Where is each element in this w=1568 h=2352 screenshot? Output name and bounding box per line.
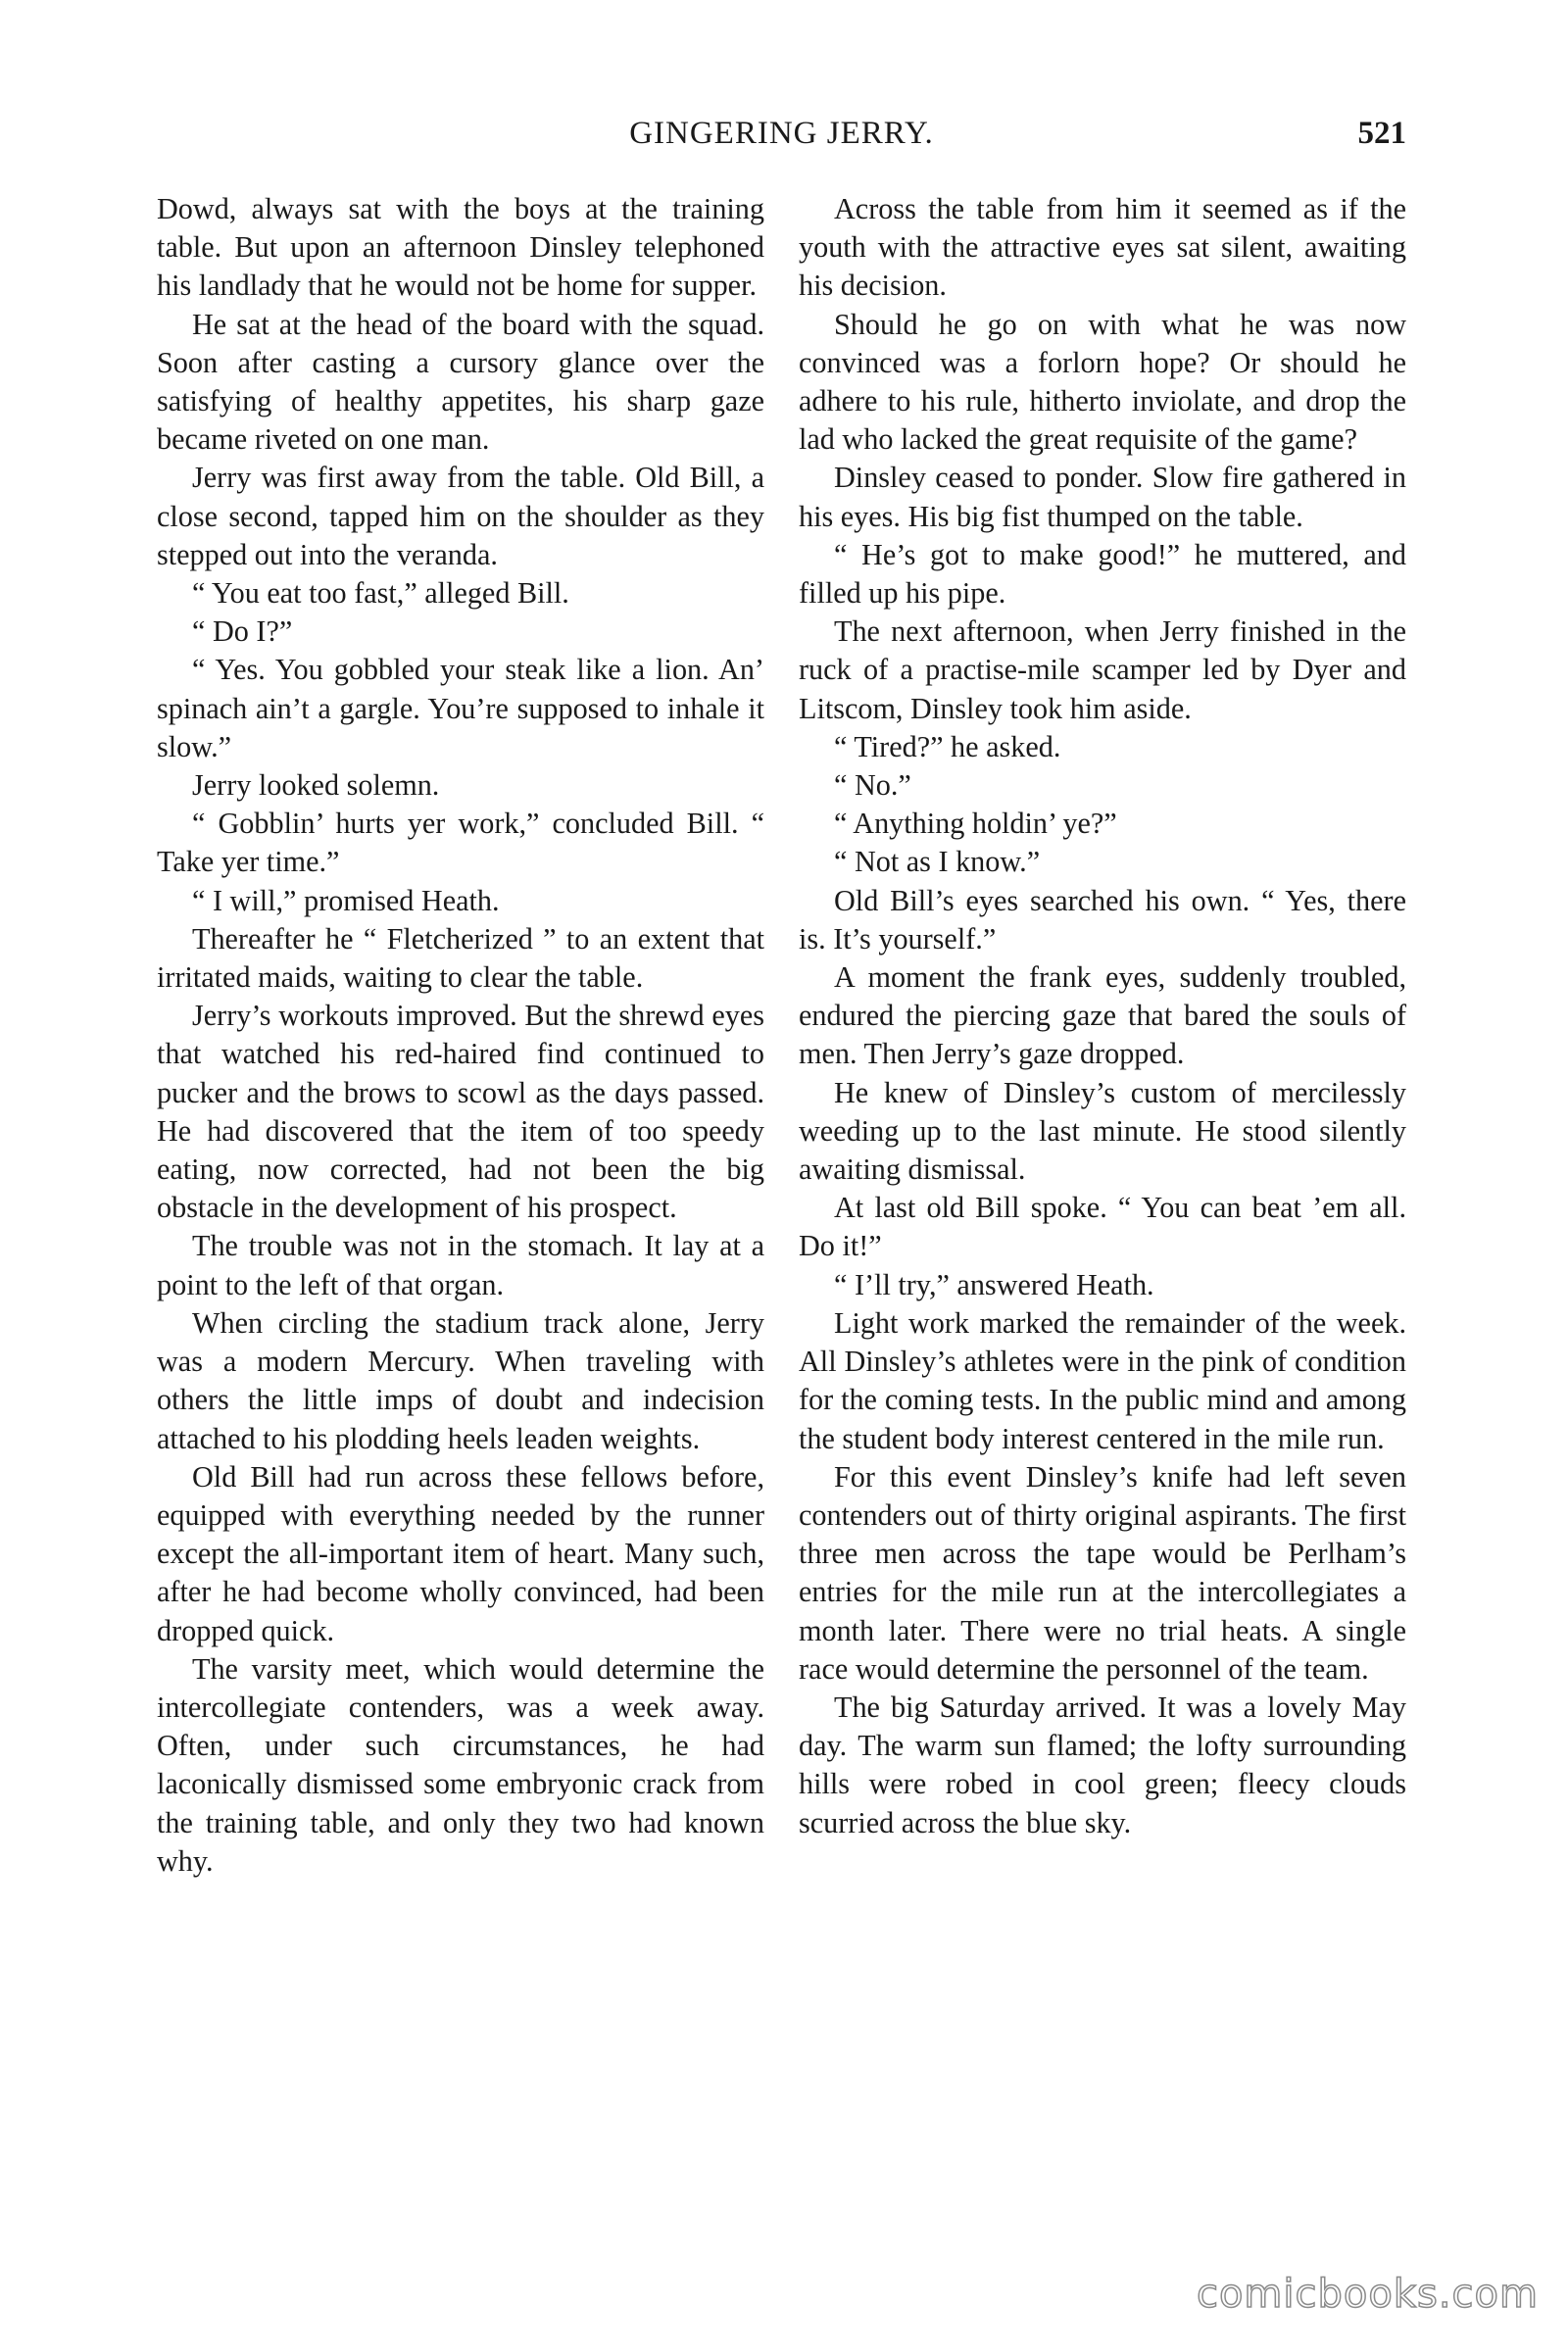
paragraph: The trouble was not in the stomach. It lay at a point to the left of that organ.: [157, 1229, 764, 1301]
paragraph: “ I will,” promised Heath.: [192, 883, 500, 917]
paragraph: He sat at the head of the board with the squad. Soon after casting a cursory glance over the satisfying of healthy appetites, his sharp gaze became riveted on one man.: [157, 307, 764, 457]
paragraph: Should he go on with what he was now convinced was a forlorn hope? Or should he adhere to his rule, hitherto inviolate, and drop the lad who lacked the great requisite of the game?: [799, 307, 1406, 457]
paragraph: “ Gobblin’ hurts yer work,” concluded Bill. “ Take yer time.”: [157, 807, 764, 879]
paragraph: Across the table from him it seemed as if the youth with the attractive eyes sat silent, awaiting his decision.: [799, 192, 1406, 303]
paragraph: At last old Bill spoke. “ You can beat ’em all. Do it!”: [799, 1191, 1406, 1263]
paragraph: Old Bill’s eyes searched his own. “ Yes, there is. It’s yourself.”: [799, 883, 1406, 956]
paragraph: “ He’s got to make good!” he muttered, and filled up his pipe.: [799, 537, 1406, 611]
paragraph: Light work marked the remainder of the week. All Dinsley’s athletes were in the pink of condition for the coming tests. In the public mind and among the student body interest centered in the mile run.: [799, 1305, 1406, 1455]
paragraph: Jerry was first away from the table. Old Bill, a close second, tapped him on the shoulder as they stepped out into the veranda.: [157, 461, 764, 571]
paragraph: Jerry’s workouts improved. But the shrewd eyes that watched his red-haired find continued to pucker and the brows to scowl as the days passed. He had discovered that the item of too speedy eating, now corrected, had not been the big obstacle in the development of his prospect.: [157, 999, 764, 1225]
running-head: [157, 116, 1406, 165]
paragraph: Old Bill had run across these fellows before, equipped with everything needed by the runner except the all-important item of heart. Many such, after he had become wholly convinced, had been dropped quick.: [157, 1459, 764, 1647]
paragraph: Jerry looked solemn.: [192, 768, 440, 803]
paragraph: For this event Dinsley’s knife had left seven contenders out of thirty original aspirants. The first three men across the tape would be Perlham’s entries for the mile run at the intercollegiates a month later. There were no trial heats. A single race would determine the personnel of the team.: [799, 1459, 1406, 1686]
paragraph: The varsity meet, which would determine the intercollegiate contenders, was a week away. Often, under such circumstances, he had laconically dismissed some embryonic crack from the training table, and only they two had known why.: [157, 1651, 764, 1878]
paragraph: “ Not as I know.”: [834, 845, 1041, 879]
paragraph: Dinsley ceased to ponder. Slow fire gathered in his eyes. His big fist thumped on the table.: [799, 461, 1406, 533]
paragraph: “ No.”: [834, 768, 911, 803]
paragraph: A moment the frank eyes, suddenly troubled, endured the piercing gaze that bared the souls of men. Then Jerry’s gaze dropped.: [799, 960, 1406, 1071]
paragraph: The next afternoon, when Jerry finished in the ruck of a practise-mile scamper led by Dyer and Litscom, Dinsley took him aside.: [799, 614, 1406, 725]
paragraph: He knew of Dinsley’s custom of mercilessly weeding up to the last minute. He stood silently awaiting dismissal.: [799, 1075, 1406, 1187]
watermark: comicbooks.com: [1196, 2272, 1539, 2317]
running-title: GINGERING JERRY.: [629, 116, 934, 151]
paragraph: “ Tired?” he asked.: [834, 729, 1061, 763]
paragraph: The big Saturday arrived. It was a lovely May day. The warm sun flamed; the lofty surrounding hills were robed in cool green; fleecy clouds scurried across the blue sky.: [799, 1690, 1406, 1839]
paragraph: “ Yes. You gobbled your steak like a lion. An’ spinach ain’t a gargle. You’re supposed to inhale it slow.”: [157, 653, 764, 763]
paragraph: “ Anything holdin’ ye?”: [834, 807, 1117, 841]
paragraph: “ You eat too fast,” alleged Bill.: [192, 576, 569, 611]
left-column: [157, 190, 764, 1881]
paragraph: “ I’ll try,” answered Heath.: [834, 1267, 1154, 1301]
page-number: 521: [1357, 116, 1406, 151]
paragraph: Dowd, always sat with the boys at the training table. But upon an afternoon Dinsley telephoned his landlady that he would not be home for supper.: [157, 192, 764, 303]
right-column: [799, 190, 1406, 1842]
paragraph: “ Do I?”: [192, 614, 293, 649]
paragraph: Thereafter he “ Fletcherized ” to an extent that irritated maids, waiting to clear the table.: [157, 921, 764, 995]
paragraph: When circling the stadium track alone, Jerry was a modern Mercury. When traveling with others the little imps of doubt and indecision attached to his plodding heels leaden weights.: [157, 1305, 764, 1455]
